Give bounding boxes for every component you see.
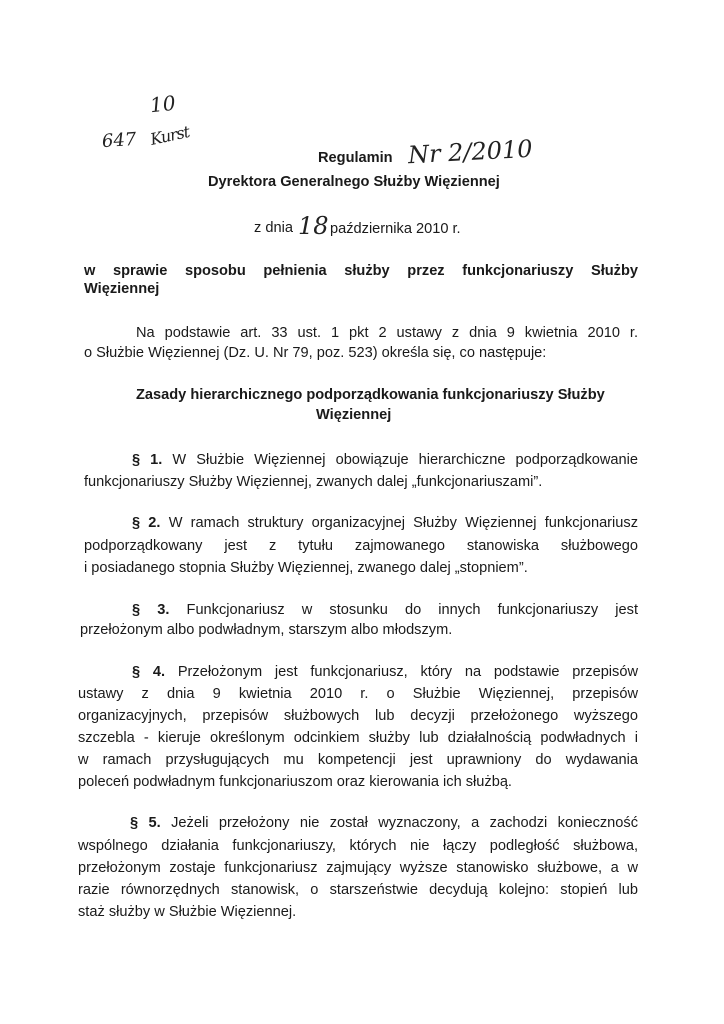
section-title-line-2: Więziennej [316, 407, 392, 423]
paragraph-5-line-1 [130, 815, 638, 831]
paragraph-4-line-4: szczebla - kieruje określonym odcinkiem służby lub działalnością podwładnych i [78, 730, 638, 746]
handwritten-regulation-number: Nr 2/2010 [407, 134, 534, 170]
paragraph-2-line-3: i posiadanego stopnia Służby Więziennej, zwanego dalej „stopniem”. [84, 560, 528, 576]
paragraph-5-line-2: wspólnego działania funkcjonariuszy, których nie łączy podległość służbowa, [78, 838, 638, 854]
paragraph-1-mark: § 1. [132, 452, 163, 468]
subject-line-2: Więziennej [84, 281, 160, 297]
paragraph-2-text: W ramach struktury organizacyjnej Służby Więziennej funkcjonariusz [168, 515, 638, 531]
document-title [318, 150, 393, 166]
paragraph-5-text: Jeżeli przełożony nie został wyznaczony, a zachodzi konieczność [171, 815, 638, 831]
paragraph-4-mark: § 4. [132, 664, 166, 680]
paragraph-4-line-2: ustawy z dnia 9 kwietnia 2010 r. o Służbie Więziennej, przepisów [78, 686, 638, 702]
paragraph-5-line-4: razie równorzędnych stanowisk, o starszeństwie decydują kolejno: stopień lub [78, 882, 638, 898]
subject-line-1: w sprawie sposobu pełnienia służby przez funkcjonariuszy Służby [84, 263, 638, 279]
paragraph-5-line-3: przełożonym zostaje funkcjonariusz zajmujący wyższe stanowisko służbowe, a w [78, 860, 638, 876]
handwritten-date-day: 18 [298, 212, 329, 240]
handwritten-reference-number: 647 [101, 128, 138, 153]
paragraph-3-line-2: przełożonym albo podwładnym, starszym albo młodszym. [80, 622, 453, 638]
handwritten-page-number: 10 [148, 90, 177, 118]
paragraph-1-line-1 [132, 452, 638, 468]
paragraph-2-mark: § 2. [132, 515, 161, 531]
paragraph-1-text: W Służbie Więziennej obowiązuje hierarchiczne podporządkowanie [172, 452, 639, 468]
paragraph-2-line-2: podporządkowany jest z tytułu zajmowanego stanowiska służbowego [84, 538, 638, 554]
paragraph-5-line-5: staż służby w Służbie Więziennej. [78, 904, 297, 920]
document-date [254, 220, 293, 236]
document-issuer: Dyrektora Generalnego Służby Więziennej [208, 174, 500, 190]
preamble-line-2: o Służbie Więziennej (Dz. U. Nr 79, poz. 523) określa się, co następuje: [84, 345, 547, 361]
preamble-line-1: Na podstawie art. 33 ust. 1 pkt 2 ustawy z dnia 9 kwietnia 2010 r. [136, 325, 638, 341]
paragraph-4-line-5: w ramach przysługujących mu kompetencji jest uprawniony do wydawania [78, 752, 638, 768]
section-title-line-1: Zasady hierarchicznego podporządkowania funkcjonariuszy Służby [136, 387, 605, 403]
handwritten-signature: Kurst [148, 122, 191, 149]
paragraph-4-line-1 [132, 664, 638, 680]
paragraph-3-mark: § 3. [132, 602, 170, 618]
paragraph-3-text: Funkcjonariusz w stosunku do innych funkcjonariuszy jest [186, 602, 639, 618]
date-prefix: z dnia [254, 220, 293, 236]
paragraph-2-line-1 [132, 515, 638, 531]
paragraph-4-line-3: organizacyjnych, przepisów służbowych lub decyzji przełożonego wyższego [78, 708, 638, 724]
paragraph-3-line-1 [132, 602, 638, 618]
paragraph-5-mark: § 5. [130, 815, 161, 831]
title-prefix: Regulamin [318, 150, 393, 166]
paragraph-4-text: Przełożonym jest funkcjonariusz, który na podstawie przepisów [177, 664, 639, 680]
date-month-year: października 2010 r. [330, 221, 461, 237]
paragraph-4-line-6: poleceń podwładnym funkcjonariuszom oraz kierowania ich służbą. [78, 774, 512, 790]
paragraph-1-line-2: funkcjonariuszy Służby Więziennej, zwanych dalej „funkcjonariuszami”. [84, 474, 543, 490]
